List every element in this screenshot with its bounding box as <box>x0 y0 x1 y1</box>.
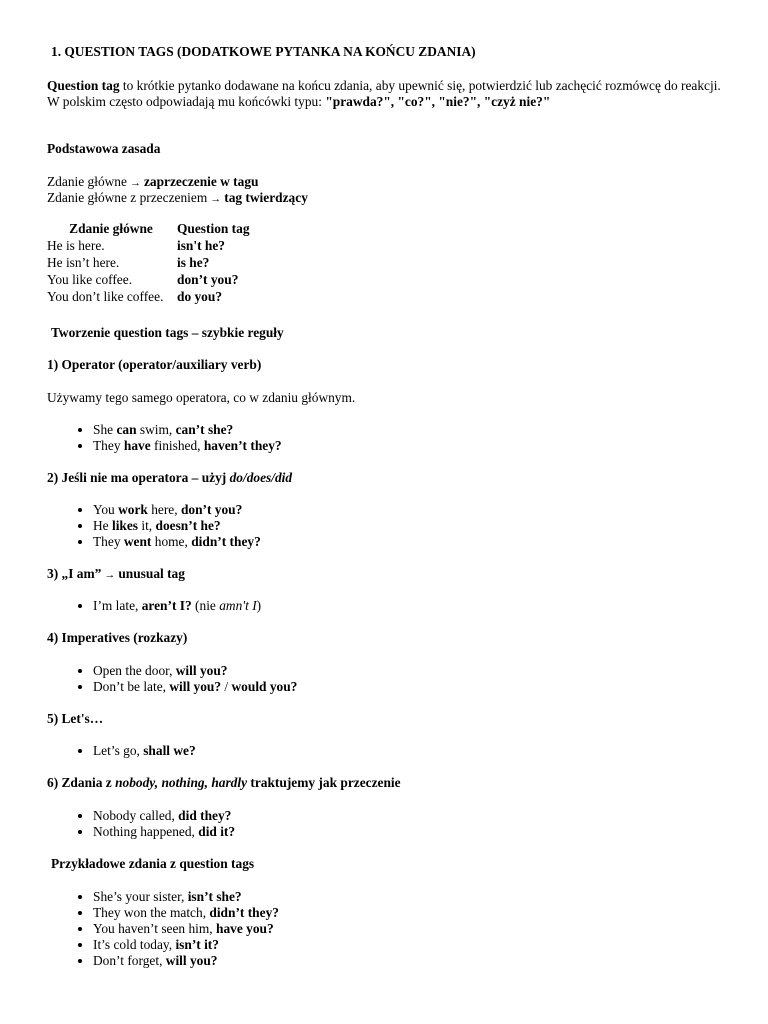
list-item: • They have finished, haven’t they? <box>93 438 282 454</box>
rule-4-list <box>47 663 297 695</box>
list-item: • She can swim, can’t she? <box>93 422 282 438</box>
table-cell-sentence: You don’t like coffee. <box>47 289 164 304</box>
table-row <box>46 289 251 306</box>
basic-rule-line-2 <box>47 190 728 207</box>
arrow-icon: → <box>104 569 116 581</box>
rule-1-text: Używamy tego samego operatora, co w zdaniu głównym. <box>47 390 356 405</box>
list-item: • You work here, don’t you? <box>93 502 261 518</box>
table-header-main: Zdanie główne <box>69 221 153 236</box>
list-item: • They won the match, didn’t they? <box>93 905 279 921</box>
table-cell-tag: don’t you? <box>177 272 239 287</box>
examples-table <box>46 221 251 306</box>
list-item: • She’s your sister, isn’t she? <box>93 889 279 905</box>
table-row <box>46 255 251 272</box>
rule-6-heading: 6) Zdania z nobody, nothing, hardly traktujemy jak przeczenie <box>47 775 401 790</box>
rule-1-list <box>47 422 282 454</box>
table-header-tag: Question tag <box>177 221 250 236</box>
table-row <box>46 238 251 255</box>
examples-heading: Przykładowe zdania z question tags <box>51 856 255 871</box>
table-cell-tag: isn't he? <box>177 238 225 253</box>
rule-6-list <box>47 808 235 840</box>
list-item: • They went home, didn’t they? <box>93 534 261 550</box>
table-header-row <box>46 221 251 238</box>
list-item: • Let’s go, shall we? <box>93 743 196 759</box>
arrow-icon: → <box>210 193 222 205</box>
list-item: • Nobody called, did they? <box>93 808 235 824</box>
table-cell-sentence: He is here. <box>47 238 105 253</box>
list-item: • You haven’t seen him, have you? <box>93 921 279 937</box>
table-cell-tag: do you? <box>177 289 223 304</box>
table-cell-sentence: He isn’t here. <box>47 255 120 270</box>
rules-heading: Tworzenie question tags – szybkie reguły <box>51 325 284 340</box>
list-item: • Nothing happened, did it? <box>93 824 235 840</box>
table-row <box>46 272 251 289</box>
rule-2-heading: 2) Jeśli nie ma operatora – użyj do/does/did <box>47 470 293 485</box>
basic-rule-line-1-text: Zdanie główne <box>47 174 127 189</box>
rule-3-list <box>47 598 261 614</box>
list-item: • Don’t be late, will you? / would you? <box>93 679 297 695</box>
rule-5-heading: 5) Let's… <box>47 711 104 726</box>
basic-rule-line-1-bold: zaprzeczenie w tagu <box>143 174 259 189</box>
list-item: • He likes it, doesn’t he? <box>93 518 261 534</box>
list-item: • Don’t forget, will you? <box>93 953 279 969</box>
arrow-icon: → <box>129 177 141 189</box>
intro-polish-endings: "prawda?", "co?", "nie?", "czyż nie?" <box>325 94 551 109</box>
basic-rule-line-2-text: Zdanie główne z przeczeniem <box>47 190 208 205</box>
document-title: 1. QUESTION TAGS (DODATKOWE PYTANKA NA KOŃCU ZDANIA) <box>51 44 476 59</box>
rule-1-heading: 1) Operator (operator/auxiliary verb) <box>47 357 262 372</box>
basic-rule-line-2-bold: tag twierdzący <box>224 190 308 205</box>
list-item: • I’m late, aren’t I? (nie amn't I) <box>93 598 261 614</box>
rule-5-list <box>47 743 196 759</box>
rule-2-list <box>47 502 261 550</box>
list-item: • Open the door, will you? <box>93 663 297 679</box>
list-item: • It’s cold today, isn’t it? <box>93 937 279 953</box>
intro-polish-prefix: W polskim często odpowiadają mu końcówki typu: <box>47 94 326 109</box>
basic-rule-line-1 <box>47 174 728 191</box>
intro-paragraph <box>47 78 728 110</box>
table-cell-sentence: You like coffee. <box>47 272 133 287</box>
table-cell-tag: is he? <box>177 255 210 270</box>
intro-definition: to krótkie pytanko dodawane na końcu zdania, aby upewnić się, potwierdzić lub zachęcić rozmówcę do reakcji. <box>119 78 721 93</box>
intro-term: Question tag <box>47 78 120 93</box>
rule-3-heading: 3) „I am” → unusual tag <box>47 566 185 581</box>
examples-list <box>47 889 279 969</box>
basic-rule-heading: Podstawowa zasada <box>47 141 161 156</box>
rule-4-heading: 4) Imperatives (rozkazy) <box>47 630 188 645</box>
